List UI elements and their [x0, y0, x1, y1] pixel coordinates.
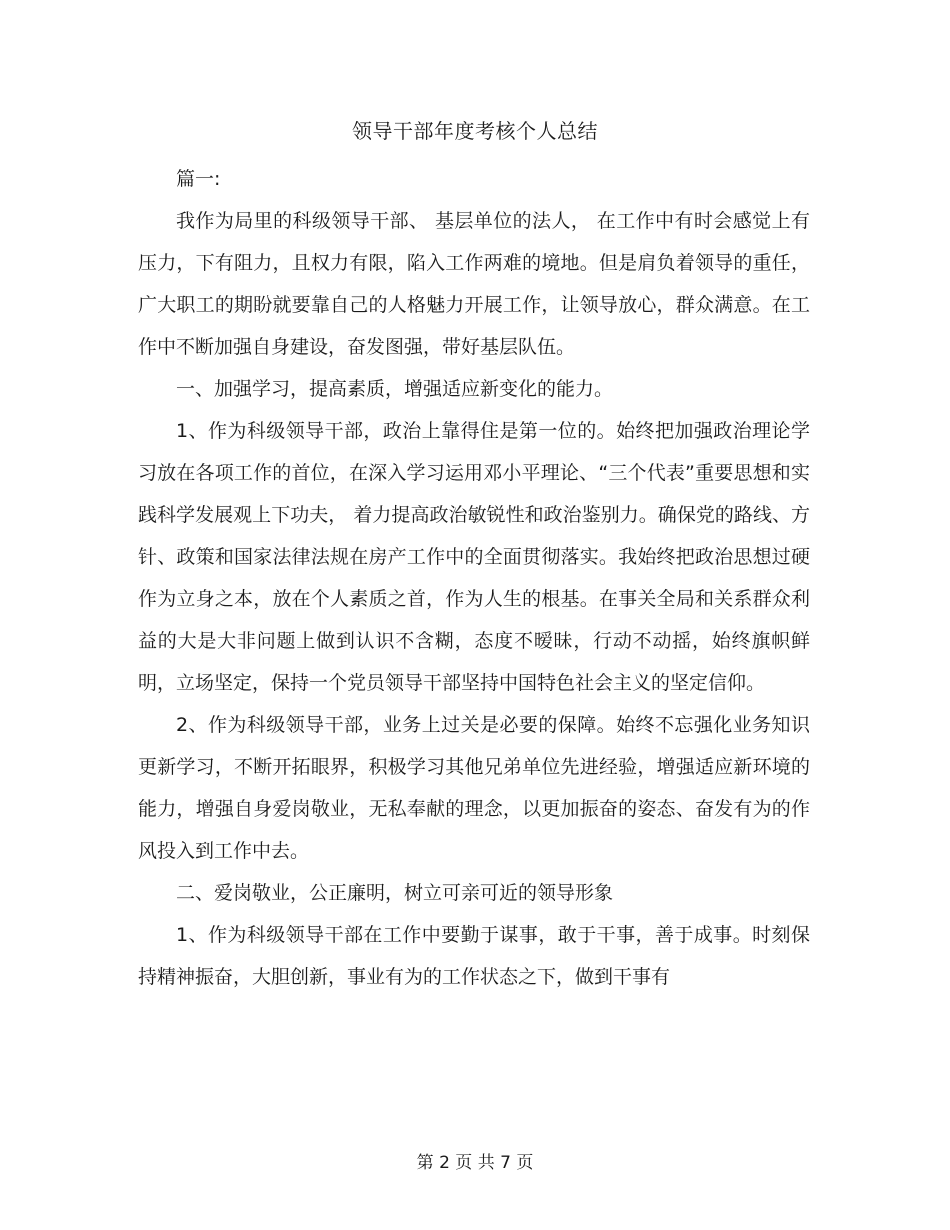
- paragraph: 2、作为科级领导干部，业务上过关是必要的保障。始终不忘强化业务知识更新学习，不断开拓眼界，积极学习其他兄弟单位先进经验，增强适应新环境的能力，增强自身爱岗敬业，无私奉献的理念，以更加振奋的姿态、奋发有为的作风投入到工作中去。: [138, 714, 810, 862]
- paragraph: 1、作为科级领导干部，政治上靠得住是第一位的。始终把加强政治理论学习放在各项工作的首位，在深入学习运用邓小平理论、“三个代表”重要思想和实践科学发展观上下功夫， 着力提高政治敏锐性和政治鉴别力。确保党的路线、方针、政策和国家法律法规在房产工作中的全面贯彻落实。我始终把政治思想过硬作为立身之本，放在个人素质之首，作为人生的根基。在事关全局和关系群众利益的大是大非问题上做到认识不含糊，态度不暧昧，行动不动摇，始终旗帜鲜明，立场坚定，保持一个党员领导干部坚持中国特色社会主义的坚定信仰。: [138, 420, 810, 694]
- paragraph: 1、作为科级领导干部在工作中要勤于谋事，敢于干事，善于成事。时刻保持精神振奋，大胆创新，事业有为的工作状态之下，做到干事有: [138, 924, 810, 988]
- document-body: [138, 158, 810, 998]
- paragraph-heading: 篇一:: [176, 168, 221, 190]
- paragraph: 我作为局里的科级领导干部、 基层单位的法人， 在工作中有时会感觉上有压力，下有阻力，且权力有限，陷入工作两难的境地。但是肩负着领导的重任，广大职工的期盼就要靠自己的人格魅力开展工作，让领导放心，群众满意。在工作中不断加强自身建设，奋发图强，带好基层队伍。: [138, 210, 810, 358]
- section-heading: 一、加强学习，提高素质，增强适应新变化的能力。: [176, 378, 614, 400]
- document-title: 领导干部年度考核个人总结: [352, 119, 598, 143]
- page-number: 第 2 页 共 7 页: [416, 1153, 534, 1173]
- section-heading: 二、爱岗敬业，公正廉明，树立可亲可近的领导形象: [176, 882, 614, 904]
